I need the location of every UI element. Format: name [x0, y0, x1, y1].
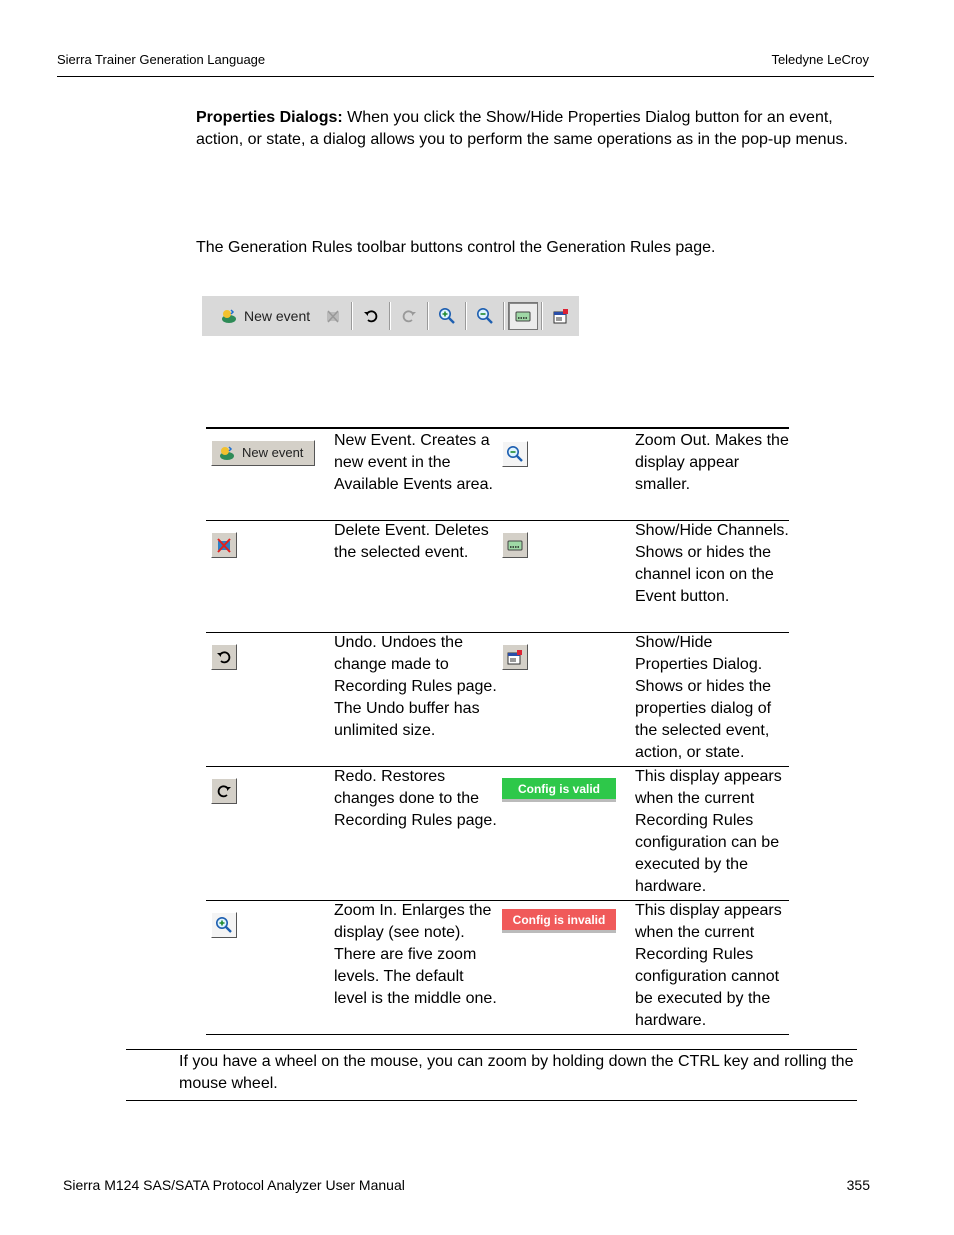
show-hide-channels-sample — [502, 532, 528, 558]
properties-dialogs-paragraph — [196, 107, 872, 151]
show-hide-properties-button[interactable] — [546, 302, 576, 330]
show-hide-properties-icon — [552, 307, 570, 325]
undo-description: Undo. Undoes the change made to Recording Rules page. The Undo buffer has unlimited size. — [334, 634, 497, 739]
zoom-out-sample — [502, 441, 528, 467]
show-hide-properties-icon — [506, 648, 524, 666]
header-rule — [57, 76, 874, 77]
undo-icon — [215, 648, 233, 666]
zoom-in-button[interactable] — [432, 302, 462, 330]
undo-sample — [211, 644, 237, 670]
delete-event-description: Delete Event. Deletes the selected event. — [334, 522, 489, 561]
new-event-button[interactable] — [202, 302, 318, 330]
toolbar-intro-paragraph: The Generation Rules toolbar buttons control the Generation Rules page. — [196, 239, 716, 256]
redo-icon — [215, 782, 233, 800]
show-hide-channels-icon — [514, 307, 532, 325]
undo-icon — [362, 307, 380, 325]
running-header-title: Sierra Trainer Generation Language — [57, 52, 266, 67]
table-row — [206, 901, 789, 1035]
zoom-out-description: Zoom Out. Makes the display appear smaller. — [635, 432, 789, 493]
table-row — [206, 633, 789, 767]
generation-rules-toolbar — [202, 296, 579, 336]
toolbar-separator — [427, 302, 429, 330]
zoom-in-icon — [438, 307, 456, 325]
show-hide-channels-icon — [506, 536, 524, 554]
show-hide-channels-description: Show/Hide Channels. Shows or hides the channel icon on the Event button. — [635, 522, 789, 605]
redo-sample — [211, 778, 237, 804]
show-hide-properties-sample — [502, 644, 528, 670]
new-event-icon — [220, 307, 238, 325]
undo-button[interactable] — [356, 302, 386, 330]
running-header-company: Teledyne LeCroy — [771, 52, 869, 67]
config-invalid-indicator: Config is invalid — [502, 909, 616, 933]
show-hide-properties-description: Show/Hide Properties Dialog. Shows or hides the properties dialog of the selected event, action, or state. — [635, 634, 772, 761]
redo-button[interactable] — [394, 302, 424, 330]
toolbar-buttons-table — [206, 427, 789, 1035]
config-valid-description: This display appears when the current Recording Rules configuration can be executed by the hardware. — [635, 768, 782, 895]
redo-icon — [400, 307, 418, 325]
table-row — [206, 521, 789, 633]
show-hide-channels-button[interactable] — [508, 302, 538, 330]
delete-event-icon — [215, 536, 233, 554]
toolbar-separator — [351, 302, 353, 330]
table-row — [206, 767, 789, 901]
new-event-button-sample — [211, 440, 315, 466]
zoom-in-icon — [215, 916, 233, 934]
delete-event-sample — [211, 532, 237, 558]
zoom-out-button[interactable] — [470, 302, 500, 330]
new-event-label: New event — [244, 308, 311, 324]
toolbar-separator — [465, 302, 467, 330]
config-invalid-description: This display appears when the current Recording Rules configuration cannot be executed by the hardware. — [635, 902, 782, 1029]
new-event-sample-label: New event — [242, 445, 304, 460]
zoom-in-sample — [211, 912, 237, 938]
toolbar-separator — [503, 302, 505, 330]
new-event-description: New Event. Creates a new event in the Available Events area. — [334, 432, 493, 493]
new-event-icon — [218, 444, 236, 462]
toolbar-separator — [389, 302, 391, 330]
delete-event-icon — [324, 307, 342, 325]
redo-description: Redo. Restores changes done to the Recording Rules page. — [334, 768, 497, 829]
properties-dialogs-text: When you click the Show/Hide Properties Dialog button for an event, action, or state, a dialog allows you to perform the same operations as in the pop-up menus. — [196, 109, 848, 148]
delete-event-button[interactable] — [318, 302, 348, 330]
properties-dialogs-label: Properties Dialogs: — [196, 109, 343, 126]
note-bottom-rule — [126, 1100, 857, 1101]
page-number: 355 — [846, 1177, 870, 1193]
zoom-in-description: Zoom In. Enlarges the display (see note). There are five zoom levels. The default level is the middle one. — [334, 902, 497, 1007]
zoom-out-icon — [506, 445, 524, 463]
footer-manual-title: Sierra M124 SAS/SATA Protocol Analyzer User Manual — [63, 1177, 405, 1193]
toolbar-separator — [541, 302, 543, 330]
config-valid-indicator: Config is valid — [502, 778, 616, 802]
note-top-rule — [126, 1049, 857, 1050]
table-row — [206, 429, 789, 521]
mouse-wheel-note: If you have a wheel on the mouse, you can zoom by holding down the CTRL key and rolling the mouse wheel. — [179, 1053, 854, 1092]
zoom-out-icon — [476, 307, 494, 325]
